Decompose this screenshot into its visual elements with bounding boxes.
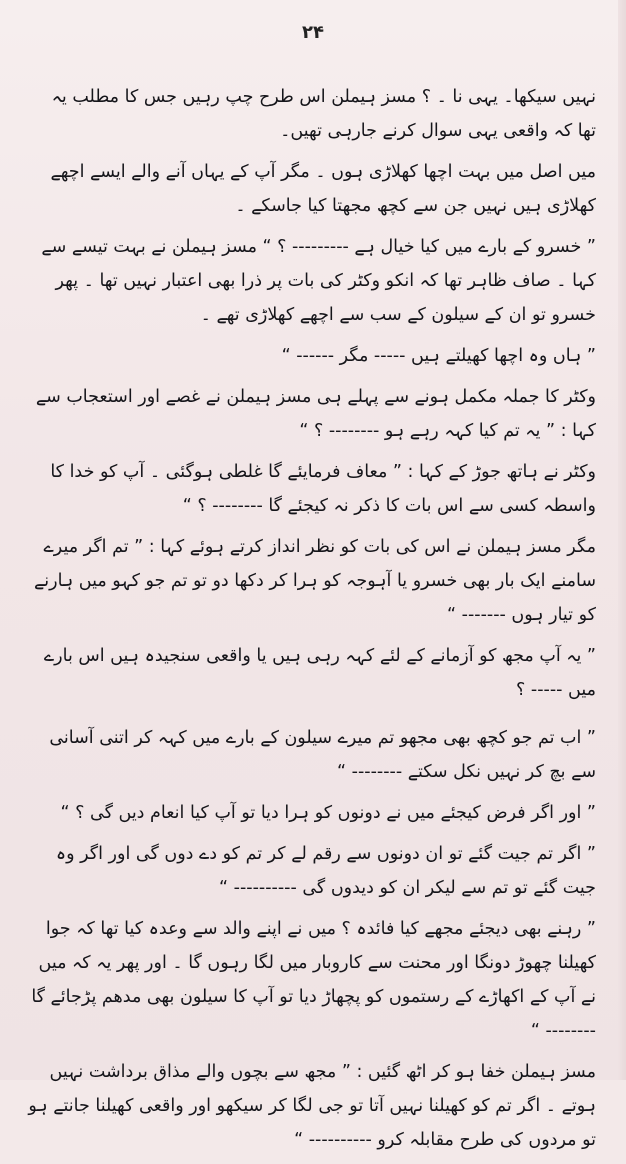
paragraph: ” اور اگر فرض کیجئے میں نے دونوں کو ہرا دیا تو آپ کیا انعام دیں گی ؟ “	[60, 803, 596, 823]
paragraph: نہیں سیکھا۔ یہی نا ۔ ؟ مسز ہیملن اس طرح چپ رہیں جس کا مطلب یہ تھا کہ واقعی یہی سوال کرنے جارہی تھیں۔	[51, 87, 596, 141]
paragraph: ” یہ آپ مجھ کو آزمانے کے لئے کہہ رہی ہیں یا واقعی سنجیدہ ہیں اس بارے میں ----- ؟	[43, 646, 596, 700]
paragraph: مگر مسز ہیملن نے اس کی بات کو نظر انداز کرتے ہوئے کہا : ” تم اگر میرے سامنے ایک بار بھی خسرو یا آہوجہ کو ہرا کر دکھا دو تو تم جو کہو میں ہارنے کو تیار ہوں ------- “	[34, 537, 596, 625]
page-edge	[618, 0, 626, 1080]
paragraph: ” ہاں وہ اچھا کھیلتے ہیں ----- مگر ------ “	[281, 346, 596, 366]
paragraph: مسز ہیملن خفا ہو کر اٹھ گئیں : ” مجھ سے بچوں والے مذاق برداشت نہیں ہوتے ۔ اگر تم کو کھیلنا نہیں آتا تو جی لگا کر سیکھو اور واقعی کھیلنا جانتے ہو تو مردوں کی طرح مقابلہ کرو ---------- “	[28, 1062, 596, 1150]
paragraph: ” خسرو کے بارے میں کیا خیال ہے --------- ؟ “ مسز ہیملن نے بہت تیسے سے کہا ۔ صاف ظاہر تھا کہ انکو وکٹر کی بات پر ذرا بھی اعتبار نہیں تھا ۔ پھر خسرو تو ان کے سیلون کے سب سے اچھے کھلاڑی تھے ۔	[41, 237, 596, 325]
page-number: ۲۴	[302, 22, 324, 43]
paragraph: وکٹر نے ہاتھ جوڑ کے کہا : ” معاف فرمایئے گا غلطی ہوگئی ۔ آپ کو خدا کا واسطہ کسی سے اس بات کا ذکر نہ کیجئے گا -------- ؟ “	[50, 462, 596, 516]
paragraph: میں اصل میں بہت اچھا کھلاڑی ہوں ۔ مگر آپ کے یہاں آنے والے ایسے اچھے کھلاڑی ہیں نہیں جن سے کچھ مجھتا کیا جاسکے ۔	[50, 162, 596, 216]
paragraph: ” اب تم جو کچھ بھی مجھو تم میرے سیلون کے بارے میں کہہ کر اتنی آسانی سے بچ کر نہیں نکل سکتے -------- “	[49, 728, 596, 782]
paragraph: وکٹر کا جملہ مکمل ہونے سے پہلے ہی مسز ہیملن نے غصے اور استعجاب سے کہا : ” یہ تم کیا کہہ رہے ہو -------- ؟ “	[35, 387, 596, 441]
page-body	[28, 80, 596, 1164]
paragraph: ” اگر تم جیت گئے تو ان دونوں سے رقم لے کر تم کو دے دوں گی اور اگر وہ جیت گئے تو تم سے لیکر ان کو دیدوں گی ---------- “	[55, 844, 596, 898]
paragraph: ” رہنے بھی دیجئے مجھے کیا فائدہ ؟ میں نے اپنے والد سے وعدہ کیا تھا کہ جوا کھیلنا چھوڑ دونگا اور محنت سے کاروبار میں لگا رہوں گا ۔ اور پھر یہ کہ میں نے آپ کے اکھاڑے کے رستموں کو پچھاڑ دیا تو آپ کا سیلون بھی مدھم پڑجائے گا -------- “	[31, 919, 596, 1041]
